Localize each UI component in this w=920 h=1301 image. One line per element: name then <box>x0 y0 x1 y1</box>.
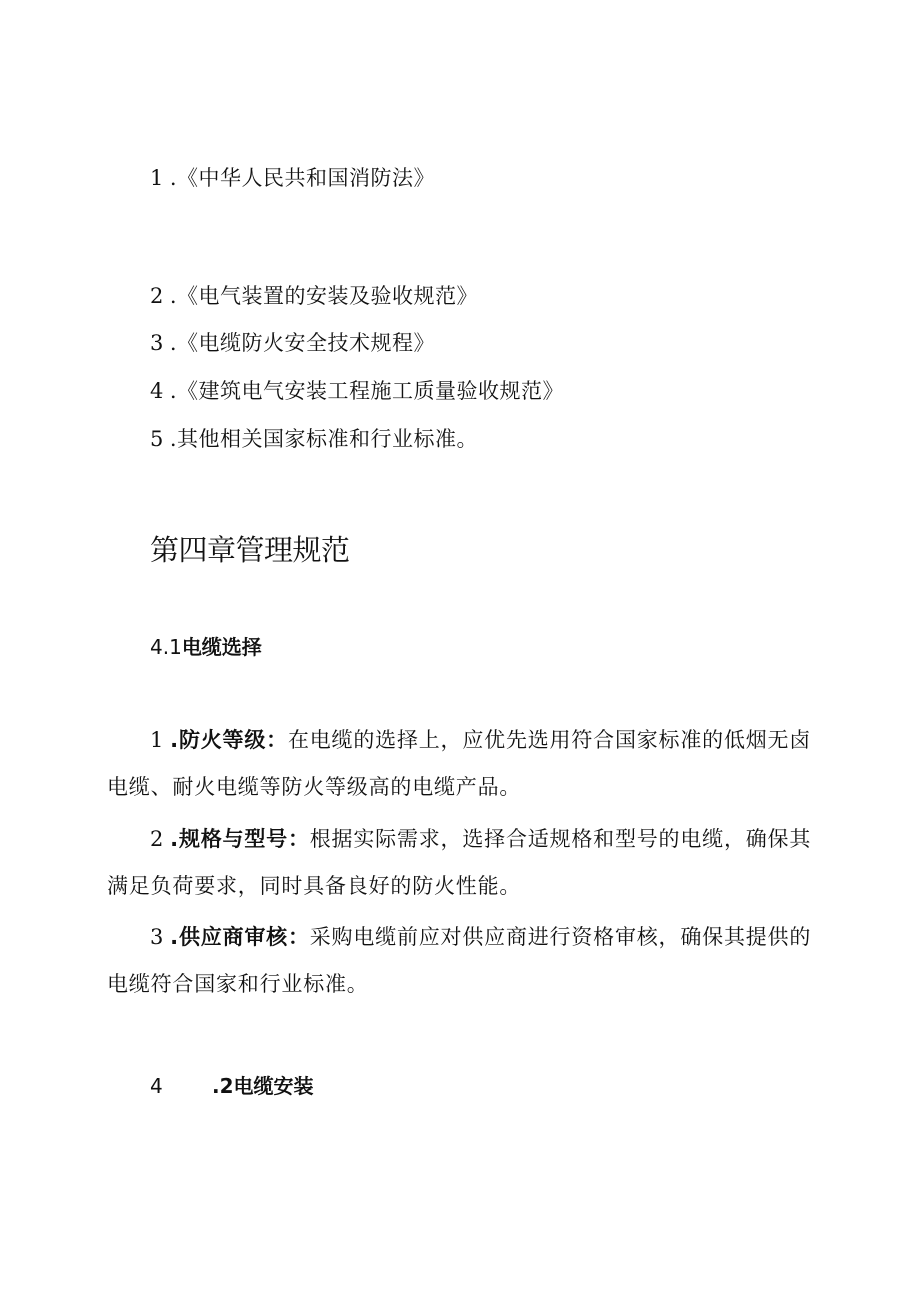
item-term: .规格与型号： <box>170 827 310 851</box>
section-title: .2电缆安装 <box>212 1074 314 1098</box>
item-number: 1 <box>150 728 165 752</box>
item-number: 2 <box>150 827 165 851</box>
section-heading <box>150 1071 314 1101</box>
reference-number: 4 <box>150 379 164 403</box>
item-text: 在电缆的选择上，应优先选用符合国家标准的低烟无卤电缆、耐火电缆等防火等级高的电缆产品。 <box>107 728 812 799</box>
section-title: 电缆选择 <box>181 635 262 659</box>
item-text: 根据实际需求，选择合适规格和型号的电缆，确保其满足负荷要求，同时具备良好的防火性能。 <box>107 827 812 898</box>
section-number: 4.1 <box>150 635 182 659</box>
reference-item <box>150 163 435 193</box>
item-term: .防火等级： <box>170 728 288 752</box>
reference-number: 3 <box>150 331 164 355</box>
reference-text: .《建筑电气安装工程施工质量验收规范》 <box>169 379 565 403</box>
reference-item <box>150 376 564 406</box>
list-item <box>107 816 817 910</box>
reference-text: .《中华人民共和国消防法》 <box>169 166 436 190</box>
reference-number: 2 <box>150 284 164 308</box>
chapter-title: 第四章管理规范 <box>150 533 350 567</box>
reference-text: .《电缆防火安全技术规程》 <box>169 331 436 355</box>
reference-text: .《电气装置的安装及验收规范》 <box>169 284 479 308</box>
item-number: 3 <box>150 925 165 949</box>
reference-item <box>150 281 478 311</box>
reference-item <box>150 328 435 358</box>
reference-number: 1 <box>150 166 164 190</box>
list-item <box>107 914 817 1008</box>
reference-text: .其他相关国家标准和行业标准。 <box>169 427 479 451</box>
section-number: 4 <box>150 1074 163 1098</box>
item-term: .供应商审核： <box>170 925 310 949</box>
reference-item <box>150 424 478 454</box>
list-item <box>107 717 817 811</box>
section-heading <box>150 632 262 662</box>
item-text: 采购电缆前应对供应商进行资格审核，确保其提供的电缆符合国家和行业标准。 <box>107 925 812 996</box>
reference-number: 5 <box>150 427 164 451</box>
